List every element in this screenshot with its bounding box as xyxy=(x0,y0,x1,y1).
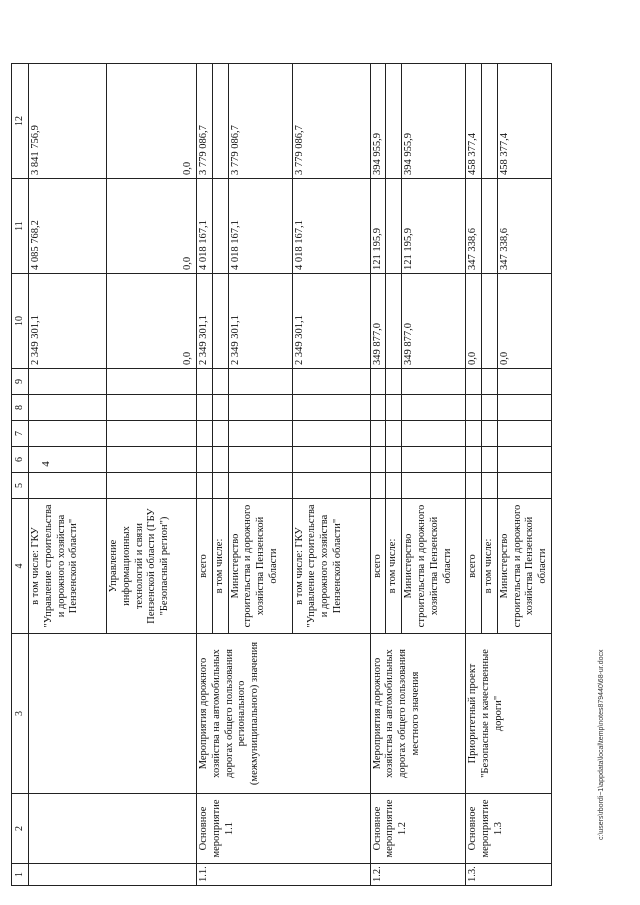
executor-cell: всего xyxy=(370,499,386,634)
value-cell: 2 349 301,1 xyxy=(228,274,292,369)
executor-cell: Министерство строительства и дорожного хозяйства Пензенской области xyxy=(228,499,292,634)
table-row xyxy=(370,64,386,886)
value-cell: 4 018 167,1 xyxy=(197,179,213,274)
value-cell: 2 349 301,1 xyxy=(197,274,213,369)
executor-cell: Министерство строительства и дорожного хозяйства Пензенской области xyxy=(497,499,551,634)
header-cell: 10 xyxy=(12,274,29,369)
executor-cell: всего xyxy=(466,499,482,634)
table-row xyxy=(107,64,197,886)
value-cell: 0,0 xyxy=(497,274,551,369)
header-cell: 11 xyxy=(12,179,29,274)
header-cell: 5 xyxy=(12,473,29,499)
value-cell: 0,0 xyxy=(107,64,197,179)
header-cell: 12 xyxy=(12,64,29,179)
value-cell: 394 955,9 xyxy=(402,64,466,179)
header-cell: 6 xyxy=(12,447,29,473)
value-cell: 121 195,9 xyxy=(370,179,386,274)
value-cell: 4 018 167,1 xyxy=(228,179,292,274)
budget-table xyxy=(11,63,552,886)
executor-cell: в том числе: xyxy=(386,499,402,634)
value-cell: 349 877,0 xyxy=(402,274,466,369)
header-cell: 4 xyxy=(12,499,29,634)
value-cell: 3 779 086,7 xyxy=(228,64,292,179)
value-cell: 347 338,6 xyxy=(466,179,482,274)
value-cell: 4 085 768,2 xyxy=(29,179,107,274)
name-cell: Приоритетный проект "Безопасные и качественные дороги" xyxy=(466,634,552,794)
table-row xyxy=(466,64,482,886)
header-cell: 1 xyxy=(12,864,29,886)
value-cell: 3 779 086,7 xyxy=(292,64,370,179)
header-cell: 3 xyxy=(12,634,29,794)
name-cell: Мероприятия дорожного хозяйства на автомобильных дорогах общего пользования регионального (межмуниципального) значения xyxy=(197,634,371,794)
value-cell: 394 955,9 xyxy=(370,64,386,179)
executor-cell: в том числе: xyxy=(481,499,497,634)
rotated-page xyxy=(11,64,591,886)
executor-cell: Управление информационных технологий и связи Пензенской области (ГБУ "Безопасный регион") xyxy=(107,499,197,634)
name-cell: Мероприятия дорожного хозяйства на автомобильных дорогах общего пользования местного значения xyxy=(370,634,466,794)
header-cell: 7 xyxy=(12,421,29,447)
status-cell: Основное мероприятие 1.3 xyxy=(466,794,552,864)
header-cell: 8 xyxy=(12,395,29,421)
value-cell: 3 779 086,7 xyxy=(197,64,213,179)
value-cell: 458 377,4 xyxy=(497,64,551,179)
value-cell: 2 349 301,1 xyxy=(292,274,370,369)
value-cell: 3 841 756,9 xyxy=(29,64,107,179)
file-path-footer: c:\users\rbordi~1\appdata\local\temp\notes879440\68-ur.docx xyxy=(598,649,605,840)
executor-cell: в том числе: ГКУ "Управление строительства и дорожного хозяйства Пензенской области" xyxy=(292,499,370,634)
value-cell: 458 377,4 xyxy=(466,64,482,179)
executor-cell: в том числе: xyxy=(212,499,228,634)
table-row xyxy=(197,64,213,886)
value-cell: 0,0 xyxy=(107,274,197,369)
value-cell: 2 349 301,1 xyxy=(29,274,107,369)
row-number: 1.1. xyxy=(197,864,371,886)
value-cell: 4 018 167,1 xyxy=(292,179,370,274)
value-cell: 121 195,9 xyxy=(402,179,466,274)
executor-cell: в том числе: ГКУ "Управление строительства и дорожного хозяйства Пензенской области" xyxy=(29,499,107,634)
executor-cell: всего xyxy=(197,499,213,634)
value-cell: 347 338,6 xyxy=(497,179,551,274)
value-cell: 0,0 xyxy=(466,274,482,369)
value-cell: 349 877,0 xyxy=(370,274,386,369)
header-cell: 2 xyxy=(12,794,29,864)
executor-cell: Министерство строительства и дорожного хозяйства Пензенской области xyxy=(402,499,466,634)
header-row xyxy=(12,64,29,886)
header-cell: 9 xyxy=(12,369,29,395)
table-row xyxy=(29,64,107,886)
row-number: 1.2. xyxy=(370,864,466,886)
status-cell: Основное мероприятие 1.1 xyxy=(197,794,371,864)
page-number: 4 xyxy=(40,461,52,467)
value-cell: 0,0 xyxy=(107,179,197,274)
row-number: 1.3. xyxy=(466,864,552,886)
status-cell: Основное мероприятие 1.2 xyxy=(370,794,466,864)
